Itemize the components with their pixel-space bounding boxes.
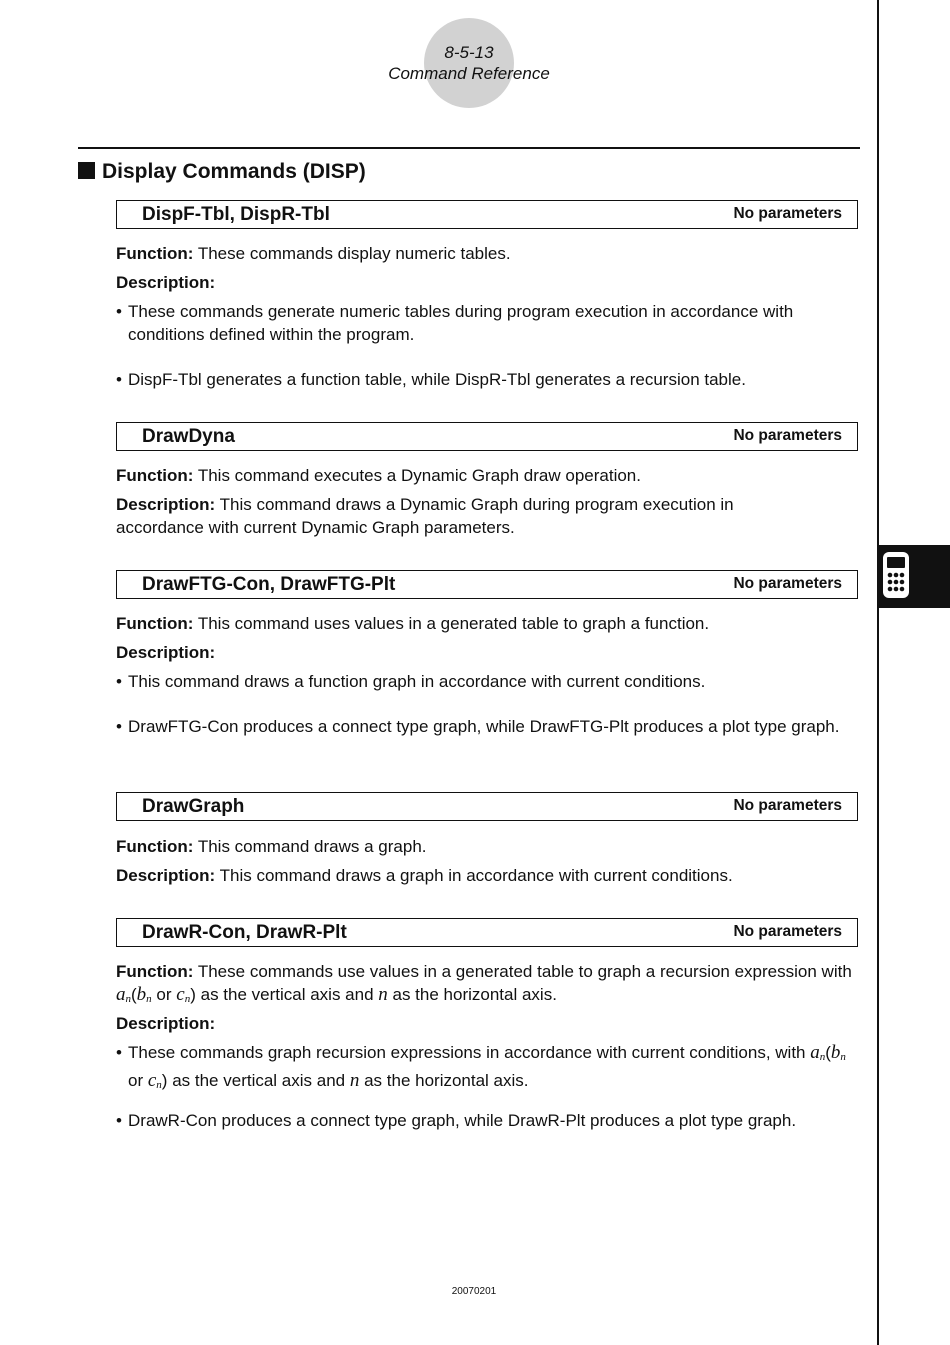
- command-box-dispf-tbl: [116, 200, 858, 229]
- command-params: No parameters: [733, 797, 842, 814]
- description-label: Description:: [116, 643, 216, 662]
- function-line: [116, 835, 866, 858]
- description-label: Description:: [116, 1014, 216, 1033]
- function-line: [116, 612, 866, 635]
- math-c: c: [176, 984, 185, 1005]
- footer-code: 20070201: [451, 1286, 497, 1297]
- command-name: DrawR-Con, DrawR-Plt: [142, 922, 347, 943]
- math-n: n: [378, 984, 388, 1005]
- function-label: Function:: [116, 244, 194, 263]
- description-line: [116, 864, 866, 887]
- function-text: This command uses values in a generated table to graph a function.: [197, 614, 710, 633]
- description-label: Description:: [116, 273, 216, 292]
- command-box-drawdyna: [116, 422, 858, 451]
- function-label: Function:: [116, 837, 194, 856]
- function-label: Function:: [116, 466, 194, 485]
- command-box-drawgraph: [116, 792, 858, 821]
- description-line: [116, 1012, 866, 1035]
- description-line: [116, 641, 866, 664]
- function-label: Function:: [116, 614, 194, 633]
- command-params: No parameters: [733, 427, 842, 444]
- bullet-item: • DispF-Tbl generates a function table, while DispR-Tbl generates a recursion table.: [116, 370, 746, 389]
- command-params: No parameters: [733, 923, 842, 940]
- command-name: DrawFTG-Con, DrawFTG-Plt: [142, 574, 396, 595]
- description-label: Description:: [116, 495, 216, 514]
- page-number: 8-5-13: [444, 43, 494, 62]
- section-title-text: Display Commands (DISP): [102, 160, 366, 183]
- margin-line: [877, 0, 879, 1345]
- function-line: [116, 242, 866, 265]
- bullet-item: • This command draws a function graph in accordance with current conditions.: [116, 672, 706, 691]
- bullet-item: • These commands graph recursion expressions in accordance with current conditions, with an(bn or cn) as the vertical axis and n as the horizontal axis.: [116, 1042, 846, 1091]
- square-bullet-icon: [78, 162, 95, 179]
- chapter-tab: [879, 545, 950, 608]
- function-text: These commands display numeric tables.: [197, 244, 511, 263]
- command-name: DrawGraph: [142, 796, 245, 817]
- bullet-item: • These commands generate numeric tables during program execution in accordance with conditions defined within the program.: [116, 302, 794, 344]
- section-title: [78, 158, 366, 186]
- page-subtitle: Command Reference: [388, 64, 550, 83]
- description-label: Description:: [116, 866, 216, 885]
- function-line: Function: These commands use values in a generated table to graph a recursion expression with an(bn or cn) as the vertical axis and n as the horizontal axis.: [116, 962, 852, 1005]
- description-line: [116, 493, 816, 539]
- function-line: [116, 464, 866, 487]
- bullet-item: • DrawR-Con produces a connect type graph, while DrawR-Plt produces a plot type graph.: [116, 1111, 797, 1130]
- math-a: a: [116, 984, 126, 1005]
- command-box-drawr: [116, 918, 858, 947]
- command-name: DrawDyna: [142, 426, 235, 447]
- description-line: [116, 271, 866, 294]
- calculator-icon: [882, 551, 910, 599]
- math-b: b: [136, 984, 147, 1005]
- command-params: No parameters: [733, 205, 842, 222]
- function-text: This command executes a Dynamic Graph draw operation.: [197, 466, 641, 485]
- description-text: This command draws a Dynamic Graph during program execution in accordance with current Dynamic Graph parameters.: [116, 495, 734, 537]
- command-params: No parameters: [733, 575, 842, 592]
- bullet-item: • DrawFTG-Con produces a connect type graph, while DrawFTG-Plt produces a plot type graph.: [116, 717, 840, 736]
- description-text: This command draws a graph in accordance with current conditions.: [219, 866, 733, 885]
- command-box-drawftg: [116, 570, 858, 599]
- function-text: This command draws a graph.: [197, 837, 427, 856]
- header-circle: [424, 18, 514, 108]
- section-rule: [78, 147, 860, 149]
- command-name: DispF-Tbl, DispR-Tbl: [142, 204, 330, 225]
- function-label: Function:: [116, 962, 194, 981]
